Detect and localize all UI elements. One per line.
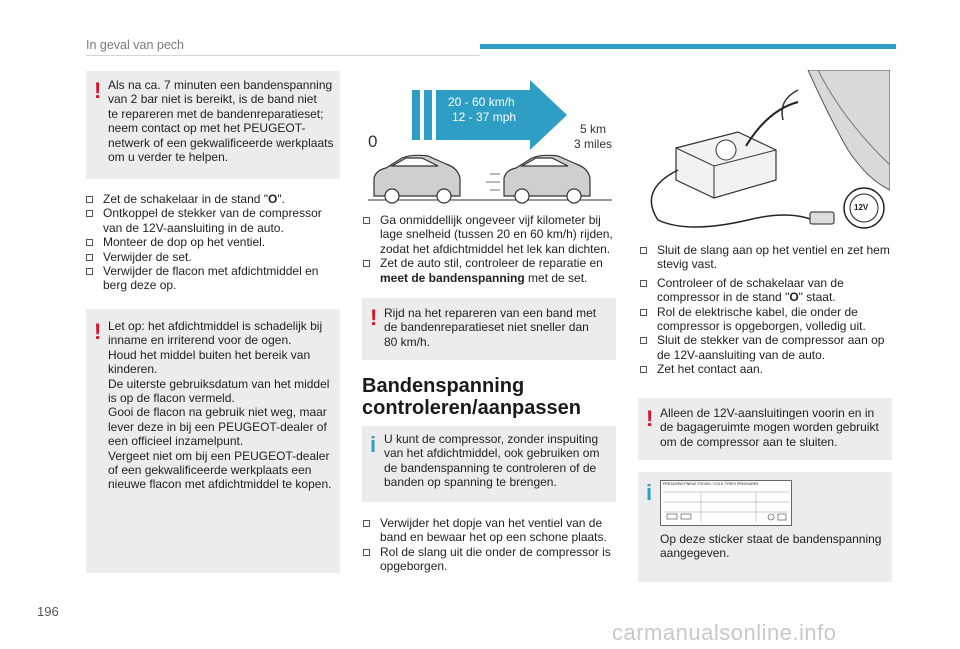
warning-box-sealant [86, 309, 340, 573]
list-item: Controleer of de schakelaar van de compressor in de stand "O" staat. [640, 276, 896, 305]
list-item: Ontkoppel de stekker van de compressor van de 12V-aansluiting in de auto. [86, 206, 342, 235]
list-item: Verwijder de flacon met afdichtmiddel en berg deze op. [86, 264, 342, 293]
info-line: U kunt de compressor, zonder inspuiting [384, 432, 599, 446]
page-number: 196 [37, 604, 59, 619]
list-item: Verwijder de set. [86, 250, 342, 264]
info-line: aangegeven. [660, 546, 730, 561]
start-distance-label: 0 [368, 132, 378, 151]
steps-list-1 [86, 192, 342, 293]
car-icon [486, 155, 590, 203]
chapter-title: In geval van pech [86, 38, 184, 52]
header-rule [86, 55, 480, 56]
steps-list-2 [363, 213, 619, 285]
warning-line: 80 km/h. [384, 334, 431, 349]
warning-box-speed [362, 298, 616, 360]
warning-line: Rijd na het repareren van een band met [384, 306, 597, 320]
driving-diagram [362, 78, 618, 208]
tyre-pressure-sticker [660, 480, 792, 526]
info-line: banden op spanning te brengen. [384, 475, 557, 490]
warning-line: kinderen. [108, 362, 158, 377]
list-item: Zet de schakelaar in de stand "O". [86, 192, 342, 206]
car-icon [374, 155, 460, 203]
socket-label: 12V [854, 203, 869, 212]
header-accent-bar [480, 44, 896, 49]
warning-line: netwerk of een gekwalificeerde werkplaats [108, 135, 334, 150]
warning-line: Als na ca. 7 minuten een bandenspanning [108, 78, 333, 92]
warning-icon: ! [370, 305, 378, 330]
warning-line: neem contact op met het PEUGEOT- [108, 121, 306, 136]
info-icon: i [370, 432, 377, 457]
warning-line: Vergeet niet om bij een PEUGEOT-dealer [108, 448, 330, 463]
speed-mph-label: 12 - 37 mph [452, 110, 517, 124]
compressor-illustration-svg [638, 70, 890, 234]
info-line: van het afdichtmiddel, ook gebruiken om [384, 446, 600, 461]
steps-list-3 [363, 516, 619, 574]
sticker-heading: PRESSIONS PNEUS TROIDS / COLD TYRES PRESSURES [663, 482, 759, 486]
warning-box-12v [638, 398, 892, 460]
info-box-compressor [362, 426, 616, 502]
list-item: Zet de auto stil, controleer de reparatie en meet de bandenspanning met de set. [363, 256, 619, 285]
warning-line: Houd het middel buiten het bereik van [108, 347, 311, 362]
warning-line: nieuwe flacon met afdichtmiddel te kopen. [108, 477, 332, 492]
distance-miles-label: 3 miles [574, 137, 613, 151]
speed-kmh-label: 20 - 60 km/h [448, 95, 515, 109]
list-item: Monteer de dop op het ventiel. [86, 235, 342, 249]
warning-icon: ! [646, 406, 654, 431]
info-icon: i [646, 480, 653, 505]
info-line: Op deze sticker staat de bandenspanning [660, 532, 882, 546]
list-item: Sluit de stekker van de compressor aan op de 12V-aansluiting van de auto. [640, 333, 896, 362]
warning-line: de bandenreparatieset niet sneller dan [384, 320, 589, 335]
distance-km-label: 5 km [580, 122, 607, 136]
warning-box-pressure [86, 71, 340, 179]
sticker-table-svg [661, 488, 791, 526]
list-item: Rol de elektrische kabel, die onder de compressor is opgeborgen, volledig uit. [640, 305, 896, 334]
list-item: Zet het contact aan. [640, 362, 896, 376]
warning-line: om de compressor aan te sluiten. [660, 434, 838, 449]
warning-line: te repareren met de bandenreparatieset; [108, 106, 324, 121]
warning-line: van 2 bar niet is bereikt, is de band niet [108, 92, 317, 107]
warning-line: of een gekwalificeerde werkplaats een [108, 463, 312, 478]
warning-line: een officieel inzamelpunt. [108, 434, 244, 449]
warning-line: Let op: het afdichtmiddel is schadelijk bij [108, 319, 323, 333]
list-item: Ga onmiddellijk ongeveer vijf kilometer bij lage snelheid (tussen 20 en 60 km/h) rijden, zodat het afdichtmiddel het lek kan dichten. [363, 213, 619, 256]
warning-line: de bagageruimte mogen worden gebruikt [660, 420, 879, 435]
info-line: de bandenspanning te controleren of de [384, 460, 597, 475]
warning-line: om u verder te helpen. [108, 150, 229, 165]
warning-line: inname en irriterend voor de ogen. [108, 333, 292, 348]
compressor-illustration [638, 70, 890, 234]
list-item: Sluit de slang aan op het ventiel en zet hem stevig vast. [640, 243, 896, 272]
info-box-sticker [638, 472, 892, 582]
warning-line: lever deze in bij een PEUGEOT-dealer of [108, 419, 327, 434]
warning-icon: ! [94, 319, 102, 344]
section-title: Bandenspanning controleren/aanpassen [362, 375, 581, 419]
warning-line: De uiterste gebruiksdatum van het middel [108, 376, 330, 391]
list-item: Rol de slang uit die onder de compressor is opgeborgen. [363, 545, 619, 574]
warning-line: Gooi de flacon na gebruik niet weg, maar [108, 405, 327, 420]
warning-line: is op de flacon vermeld. [108, 391, 235, 406]
steps-list-4 [640, 243, 896, 377]
list-item: Verwijder het dopje van het ventiel van de band en bewaar het op een schone plaats. [363, 516, 619, 545]
watermark: carmanualsonline.info [612, 620, 837, 645]
warning-line: Alleen de 12V-aansluitingen voorin en in [660, 406, 875, 420]
warning-icon: ! [94, 78, 102, 103]
